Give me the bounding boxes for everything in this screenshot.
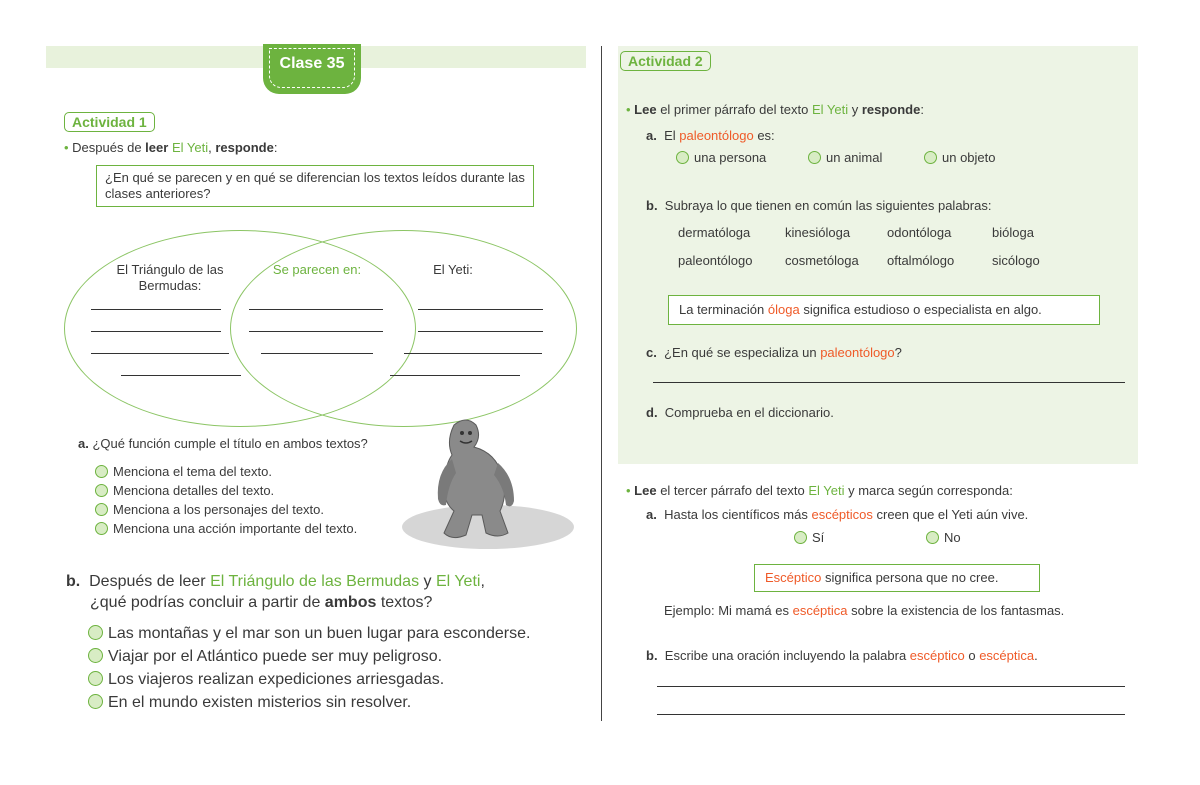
radio-icon[interactable] xyxy=(95,522,108,535)
option-si[interactable]: Sí xyxy=(794,530,824,545)
yeti-illustration xyxy=(402,415,574,550)
word-item[interactable]: dermatóloga xyxy=(678,225,751,240)
option-a-4[interactable]: Menciona una acción importante del texto. xyxy=(95,519,357,538)
venn-right-line-1[interactable] xyxy=(418,309,543,310)
radio-icon[interactable] xyxy=(676,151,689,164)
venn-left-line-4[interactable] xyxy=(121,375,241,376)
venn-left-label: El Triángulo de las Bermudas: xyxy=(116,262,224,293)
venn-right-line-4[interactable] xyxy=(390,375,520,376)
part1-instruction: • Lee el primer párrafo del texto El Yeti y responde: xyxy=(626,102,924,117)
radio-icon[interactable] xyxy=(808,151,821,164)
clase-label: Clase 35 xyxy=(269,48,355,88)
definition-box-2: Escéptico significa persona que no cree. xyxy=(754,564,1040,592)
part1-question-c: c. ¿En qué se especializa un paleontólogo? xyxy=(646,345,902,360)
word-item[interactable]: kinesióloga xyxy=(785,225,851,240)
radio-icon[interactable] xyxy=(95,484,108,497)
venn-middle-line-3[interactable] xyxy=(261,353,373,354)
radio-icon[interactable] xyxy=(88,625,103,640)
option-b-2[interactable]: Viajar por el Atlántico puede ser muy peligroso. xyxy=(88,645,530,668)
part2-instruction: • Lee el tercer párrafo del texto El Yeti y marca según corresponda: xyxy=(626,483,1013,498)
venn-right-line-2[interactable] xyxy=(418,331,543,332)
question-a: a. ¿Qué función cumple el título en ambos textos? xyxy=(78,436,368,451)
option-b-1[interactable]: Las montañas y el mar son un buen lugar para esconderse. xyxy=(88,622,530,645)
word-item[interactable]: paleontólogo xyxy=(678,253,753,268)
part1-question-d: d. Comprueba en el diccionario. xyxy=(646,405,834,420)
radio-icon[interactable] xyxy=(95,465,108,478)
part1-a-option-3[interactable]: un objeto xyxy=(924,150,996,165)
clase-tab xyxy=(263,44,361,94)
option-a-2[interactable]: Menciona detalles del texto. xyxy=(95,481,357,500)
option-no[interactable]: No xyxy=(926,530,961,545)
word-item[interactable]: oftalmólogo xyxy=(887,253,955,268)
option-b-3[interactable]: Los viajeros realizan expediciones arriesgadas. xyxy=(88,668,530,691)
venn-right-line-3[interactable] xyxy=(404,353,542,354)
question-b: b. Después de leer El Triángulo de las Bermudas y El Yeti, ¿qué podrías concluir a partir de ambos textos? xyxy=(66,573,485,611)
word-item[interactable]: odontóloga xyxy=(887,225,952,240)
venn-right-ellipse xyxy=(230,230,577,427)
actividad-1-badge: Actividad 1 xyxy=(64,112,155,132)
venn-right-label: El Yeti: xyxy=(433,262,473,277)
answer-line-c[interactable] xyxy=(653,382,1125,383)
part2-question-b: b. Escribe una oración incluyendo la palabra escéptico o escéptica. xyxy=(646,648,1038,663)
question-a-options xyxy=(95,462,357,538)
venn-left-line-1[interactable] xyxy=(91,309,221,310)
radio-icon[interactable] xyxy=(88,671,103,686)
answer-line-b-2[interactable] xyxy=(657,714,1125,715)
radio-icon[interactable] xyxy=(794,531,807,544)
answer-line-b-1[interactable] xyxy=(657,686,1125,687)
option-b-4[interactable]: En el mundo existen misterios sin resolver. xyxy=(88,691,530,714)
part1-question-b: b. Subraya lo que tienen en común las siguientes palabras: xyxy=(646,198,992,213)
option-a-3[interactable]: Menciona a los personajes del texto. xyxy=(95,500,357,519)
question-box: ¿En qué se parecen y en qué se diferencian los textos leídos durante las clases anteriores? xyxy=(96,165,534,207)
venn-left-line-2[interactable] xyxy=(91,331,221,332)
word-item[interactable]: sicólogo xyxy=(992,253,1040,268)
word-item[interactable]: bióloga xyxy=(992,225,1034,240)
actividad-2-badge: Actividad 2 xyxy=(620,51,711,71)
part1-a-option-1[interactable]: una persona xyxy=(676,150,766,165)
page-divider xyxy=(601,46,602,721)
definition-box-1: La terminación óloga significa estudioso o especialista en algo. xyxy=(668,295,1100,325)
radio-icon[interactable] xyxy=(926,531,939,544)
option-a-1[interactable]: Menciona el tema del texto. xyxy=(95,462,357,481)
example-sentence: Ejemplo: Mi mamá es escéptica sobre la existencia de los fantasmas. xyxy=(664,603,1065,618)
venn-left-line-3[interactable] xyxy=(91,353,229,354)
activity-1-instruction: • Después de leer El Yeti, responde: xyxy=(64,140,278,155)
radio-icon[interactable] xyxy=(95,503,108,516)
part1-a-option-2[interactable]: un animal xyxy=(808,150,882,165)
radio-icon[interactable] xyxy=(924,151,937,164)
right-section-band-2 xyxy=(618,440,1138,464)
part2-question-a: a. Hasta los científicos más escépticos creen que el Yeti aún vive. xyxy=(646,507,1029,522)
radio-icon[interactable] xyxy=(88,694,103,709)
radio-icon[interactable] xyxy=(88,648,103,663)
venn-middle-label: Se parecen en: xyxy=(272,262,362,277)
venn-middle-line-1[interactable] xyxy=(249,309,383,310)
part1-question-a: a. El paleontólogo es: xyxy=(646,128,775,143)
question-b-options xyxy=(88,622,530,714)
word-item[interactable]: cosmetóloga xyxy=(785,253,859,268)
venn-middle-line-2[interactable] xyxy=(249,331,383,332)
